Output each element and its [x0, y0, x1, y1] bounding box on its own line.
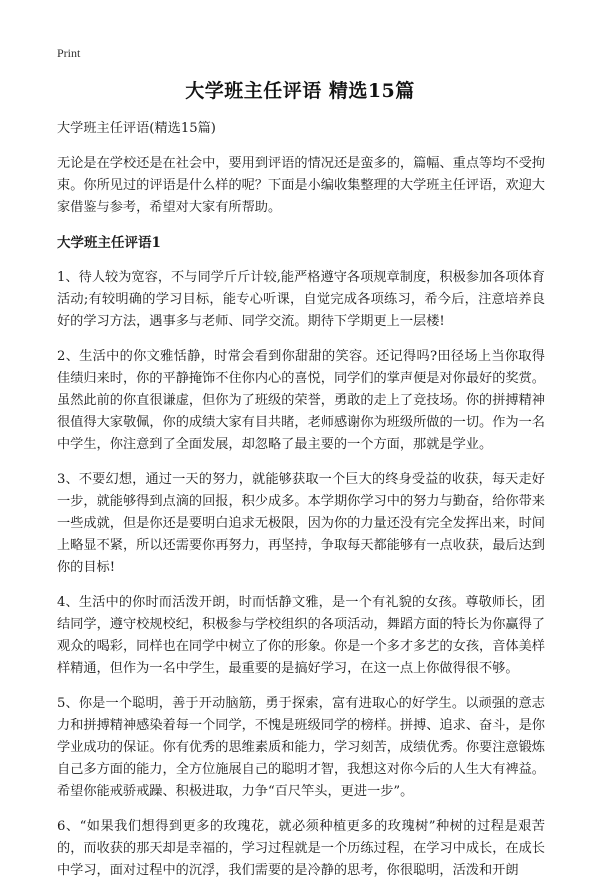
intro-paragraph: 无论是在学校还是在社会中，要用到评语的情况还是蛮多的，篇幅、重点等均不受拘束。你所见过的评语是什么样的呢？下面是小编收集整理的大学班主任评语，欢迎大家借鉴与参考，希望对大家有所帮助。: [57, 156, 545, 215]
document-title: 大学班主任评语 精选15篇: [185, 80, 415, 102]
comment-paragraph-6: 6、“如果我们想得到更多的玫瑰花，就必须种植更多的玫瑰树”种树的过程是艰苦的，而收获的那天却是幸福的，学习过程就是一个历练过程，在学习中成长，在成长中学习，面对过程中的沉浮，我们需要的是冷静的思考，你很聪明，活泼和开朗: [57, 819, 545, 878]
comment-paragraph-1: 1、待人较为宽容，不与同学斤斤计较,能严格遵守各项规章制度，积极参加各项体育活动;有较明确的学习目标，能专心听课，自觉完成各项练习，希今后，注意培养良好的学习方法，遇事多与老师、同学交流。期待下学期更上一层楼!: [57, 270, 545, 329]
document-subtitle: 大学班主任评语(精选15篇): [57, 121, 216, 136]
document-body: [57, 118, 545, 895]
comment-paragraph-4: 4、生活中的你时而活泼开朗，时而恬静文雅，是一个有礼貌的女孩。尊敬师长，团结同学，遵守校规校纪，积极参与学校组织的各项活动，舞蹈方面的特长为你赢得了观众的喝彩，同样也在同学中树立了你的形象。你是一个多才多艺的女孩，音体美样样精通，但作为一名中学生，最重要的是搞好学习，在这一点上你做得很不够。: [57, 595, 545, 676]
print-link[interactable]: Print: [57, 46, 81, 60]
comment-paragraph-5: 5、你是一个聪明，善于开动脑筋，勇于探索，富有进取心的好学生。以顽强的意志力和拼搏精神感染着每一个同学，不愧是班级同学的榜样。拼搏、追求、奋斗，是你学业成功的保证。你有优秀的思维素质和能力，学习刻苦，成绩优秀。你要注意锻炼自己多方面的能力，全方位施展自己的聪明才智，我想这对你今后的人生大有裨益。希望你能戒骄戒躁、积极进取，力争“百尺竿头，更进一步”。: [57, 696, 545, 799]
section-heading: 大学班主任评语1: [57, 235, 161, 251]
comment-paragraph-2: 2、生活中的你文雅恬静，时常会看到你甜甜的笑容。还记得吗?田径场上当你取得佳绩归来时，你的平静掩饰不住你内心的喜悦，同学们的掌声便是对你最好的奖赏。虽然此前的你直很谦虚，但你为了班级的荣誉，勇敢的走上了竞技场。你的拼搏精神很值得大家敬佩，你的成绩大家有目共睹，老师感谢你为班级所做的一切。作为一名中学生，你注意到了全面发展，却忽略了最主要的一个方面，那就是学业。: [57, 349, 545, 452]
comment-paragraph-3: 3、不要幻想，通过一天的努力，就能够获取一个巨大的终身受益的收获，每天走好一步，就能够得到点滴的回报，积少成多。本学期你学习中的努力与勤奋，给你带来一些成就，但是你还是要明白追求无极限，因为你的力量还没有完全发挥出来，时间上略显不紧，所以还需要你再努力，再坚持，争取每天都能够有一点收获，最后达到你的目标!: [57, 472, 545, 575]
